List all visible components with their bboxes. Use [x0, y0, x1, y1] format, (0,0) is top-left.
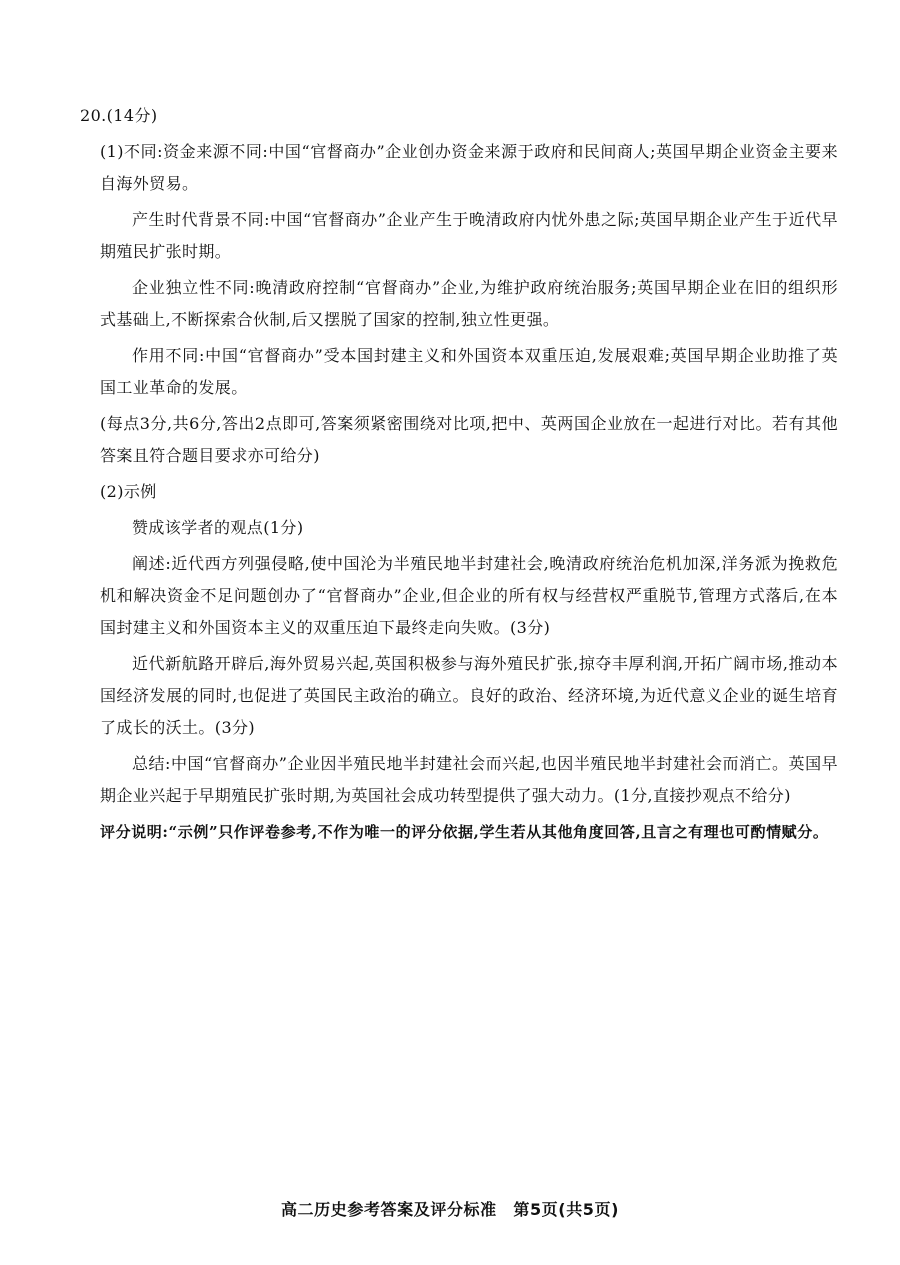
- part2-elaboration-britain: 近代新航路开辟后,海外贸易兴起,英国积极参与海外殖民扩张,掠夺丰厚利润,开拓广阔市场,推动本国经济发展的同时,也促进了英国民主政治的确立。良好的政治、经济环境,为近代意义企业的诞生培育了成长的沃土。(3分): [100, 654, 838, 737]
- part1-funding-difference: (1)不同:资金来源不同:中国“官督商办”企业创办资金来源于政府和民间商人;英国早期企业资金主要来自海外贸易。: [100, 142, 838, 193]
- page-footer: 高二历史参考答案及评分标准 第5页(共5页): [280, 1200, 620, 1219]
- question-header: 20.(14分): [80, 106, 158, 125]
- part2-summary: 总结:中国“官督商办”企业因半殖民地半封建社会而兴起,也因半殖民地半封建社会而消亡。英国早期企业兴起于早期殖民扩张时期,为英国社会成功转型提供了强大动力。(1分,直接抄观点不给分): [100, 754, 838, 805]
- part1-background-difference: 产生时代背景不同:中国“官督商办”企业产生于晚清政府内忧外患之际;英国早期企业产生于近代早期殖民扩张时期。: [100, 210, 838, 261]
- part2-view: 赞成该学者的观点(1分): [132, 518, 304, 537]
- scoring-explanation: 评分说明:“示例”只作评卷参考,不作为唯一的评分依据,学生若从其他角度回答,且言之有理也可酌情赋分。: [100, 823, 829, 841]
- part2-label: (2)示例: [100, 482, 157, 501]
- answer-content: [80, 100, 838, 852]
- part2-elaboration-china: 阐述:近代西方列强侵略,使中国沦为半殖民地半封建社会,晚清政府统治危机加深,洋务派为挽救危机和解决资金不足问题创办了“官督商办”企业,但企业的所有权与经营权严重脱节,管理方式落后,在本国封建主义和外国资本主义的双重压迫下最终走向失败。(3分): [100, 554, 838, 637]
- part1-scoring-note: (每点3分,共6分,答出2点即可,答案须紧密围绕对比项,把中、英两国企业放在一起进行对比。若有其他答案且符合题目要求亦可给分): [100, 414, 838, 465]
- part1-independence-difference: 企业独立性不同:晚清政府控制“官督商办”企业,为维护政府统治服务;英国早期企业在旧的组织形式基础上,不断探索合伙制,后又摆脱了国家的控制,独立性更强。: [100, 278, 838, 329]
- part1-role-difference: 作用不同:中国“官督商办”受本国封建主义和外国资本双重压迫,发展艰难;英国早期企业助推了英国工业革命的发展。: [100, 346, 838, 397]
